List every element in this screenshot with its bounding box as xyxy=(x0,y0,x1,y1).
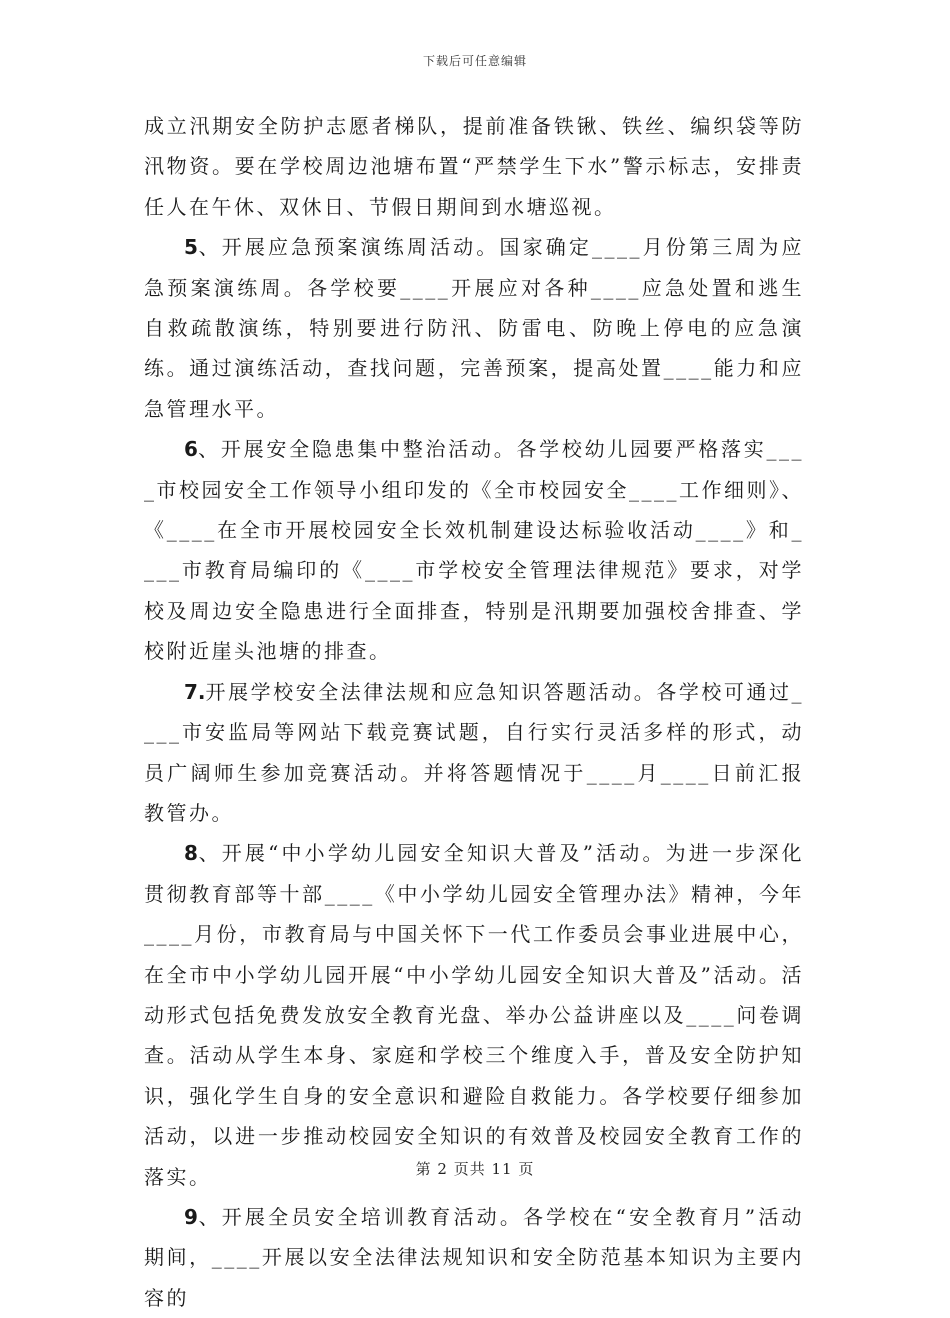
paragraph-text: 成立汛期安全防护志愿者梯队，提前准备铁锹、铁丝、编织袋等防汛物资。要在学校周边池塘布置“严禁学生下水”警示标志，安排责任人在午休、双休日、节假日期间到水塘巡视。 xyxy=(144,114,804,219)
paragraph-item-9 xyxy=(144,1197,804,1318)
page-header: 下载后可任意编辑 xyxy=(422,54,527,68)
document-body xyxy=(144,106,804,1318)
paragraph-text: 开展学校安全法律法规和应急知识答题活动。各学校可通过____市安监局等网站下载竞赛试题，自行实行灵活多样的形式，动员广阔师生参加竞赛活动。并将答题情况于____月____日前汇报教管办。 xyxy=(144,679,804,825)
item-number: 6 xyxy=(184,437,198,462)
item-number: 9 xyxy=(184,1204,198,1229)
paragraph-item-8 xyxy=(144,833,804,1197)
item-number: 5 xyxy=(184,235,198,260)
paragraph-text: 、开展“中小学幼儿园安全知识大普及”活动。为进一步深化贯彻教育部等十部____《中小学幼儿园安全管理办法》精神，今年____月份，市教育局与中国关怀下一代工作委员会事业进展中心，在全市中小学幼儿园开展“中小学幼儿园安全知识大普及”活动。活动形式包括免费发放安全教育光盘、举办公益讲座以及____问卷调查。活动从学生本身、家庭和学校三个维度入手，普及安全防护知识，强化学生自身的安全意识和避险自救能力。各学校要仔细参加活动，以进一步推动校园安全知识的有效普及校园安全教育工作的落实。 xyxy=(144,841,804,1189)
item-number: 8 xyxy=(184,841,198,866)
item-number: 7. xyxy=(184,679,206,704)
paragraph-text: 、开展应急预案演练周活动。国家确定____月份第三周为应急预案演练周。各学校要____开展应对各种____应急处置和逃生自救疏散演练，特别要进行防汛、防雷电、防晚上停电的应急演练。通过演练活动，查找问题，完善预案，提高处置____能力和应急管理水平。 xyxy=(144,235,804,421)
paragraph-text: 、开展全员安全培训教育活动。各学校在“安全教育月”活动期间，____开展以安全法律法规知识和安全防范基本知识为主要内容的 xyxy=(144,1204,804,1310)
page-footer: 第 2 页共 11 页 xyxy=(415,1160,535,1178)
paragraph-continuation xyxy=(144,106,804,227)
paragraph-text: 、开展安全隐患集中整治活动。各学校幼儿园要严格落实____市校园安全工作领导小组印发的《全市校园安全____工作细则》、《____在全市开展校园安全长效机制建设达标验收活动____》和____市教育局编印的《____市学校安全管理法律规范》要求，对学校及周边安全隐患进行全面排查，特别是汛期要加强校舍排查、学校附近崖头池塘的排查。 xyxy=(144,437,804,664)
paragraph-item-6 xyxy=(144,429,804,671)
paragraph-item-5 xyxy=(144,227,804,429)
paragraph-item-7 xyxy=(144,672,804,834)
